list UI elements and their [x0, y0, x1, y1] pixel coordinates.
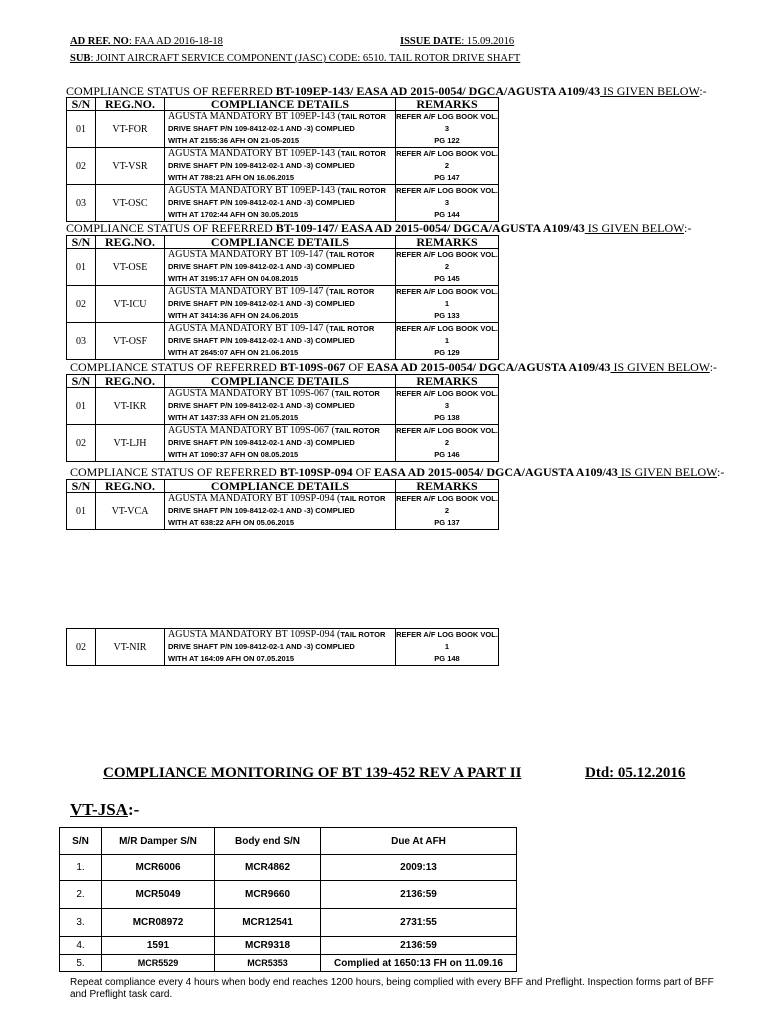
damper-cell: MCR5529 — [102, 955, 215, 972]
remarks-cell — [396, 111, 499, 148]
due-cell: 2136:59 — [321, 881, 517, 909]
intro-reference: BT-109SP-094 — [279, 465, 353, 479]
body-cell: MCR5353 — [215, 955, 321, 972]
col-reg: REG.NO. — [96, 236, 165, 249]
col-sn: S/N — [67, 480, 96, 493]
table-row — [67, 148, 499, 185]
details-cell — [165, 148, 396, 185]
compliance-table — [66, 374, 499, 462]
remarks-cell — [396, 286, 499, 323]
details-line: AGUSTA MANDATORY BT 109-147 ( — [168, 286, 330, 297]
remark-line: REFER A/F LOG BOOK VOL. 3 — [396, 112, 498, 133]
reg-cell: VT-OSF — [96, 323, 165, 360]
col-sn: S/N — [67, 98, 96, 111]
intro-given-below: IS GIVEN BELOW — [610, 360, 710, 374]
remarks-cell — [396, 425, 499, 462]
col-damper: M/R Damper S/N — [102, 828, 215, 855]
compliance-table — [66, 479, 499, 530]
body-cell: MCR12541 — [215, 909, 321, 937]
table-row — [67, 185, 499, 222]
sn-cell: 5. — [60, 955, 102, 972]
intro-reference: EASA AD 2015-0054/ DGCA/AGUSTA A109/43 — [374, 465, 618, 479]
details-cell — [165, 629, 396, 666]
table-row — [67, 249, 499, 286]
reg-cell: VT-VSR — [96, 148, 165, 185]
monitoring-date: Dtd: 05.12.2016 — [585, 765, 686, 781]
issue-date-label: ISSUE DATE — [400, 36, 462, 47]
details-line: DRIVE SHAFT P/N 109-8412-02-1 AND -3) COMPLIED — [168, 198, 355, 207]
table-row — [67, 111, 499, 148]
details-line: AGUSTA MANDATORY BT 109-147 ( — [168, 249, 330, 260]
details-line: TAIL ROTOR — [334, 426, 380, 435]
aircraft-heading — [70, 800, 139, 820]
details-line: DRIVE SHAFT P/N 109-8412-02-1 AND -3) COMPLIED — [168, 124, 355, 133]
details-line: WITH AT 3414:36 AFH ON 24.06.2015 — [168, 311, 299, 320]
table-row — [67, 323, 499, 360]
remark-line: PG 145 — [434, 274, 460, 283]
intro-text: COMPLIANCE STATUS OF REFERRED — [70, 360, 280, 374]
reg-cell: VT-OSC — [96, 185, 165, 222]
remark-line: REFER A/F LOG BOOK VOL. 3 — [396, 186, 498, 207]
details-cell — [165, 425, 396, 462]
intro-text: COMPLIANCE STATUS OF REFERRED — [66, 221, 276, 235]
compliance-table — [66, 97, 499, 222]
monitoring-title: COMPLIANCE MONITORING OF BT 139-452 REV A PART II — [103, 765, 522, 781]
details-line: TAIL ROTOR — [340, 630, 386, 639]
col-sn: S/N — [67, 375, 96, 388]
remarks-cell — [396, 249, 499, 286]
sn-cell: 02 — [67, 629, 96, 666]
remark-line: REFER A/F LOG BOOK VOL. 2 — [396, 494, 498, 515]
table-row — [67, 629, 499, 666]
col-remarks: REMARKS — [396, 236, 499, 249]
details-line: TAIL ROTOR — [329, 324, 375, 333]
sn-cell: 01 — [67, 493, 96, 530]
details-line: TAIL ROTOR — [329, 250, 375, 259]
section-intro — [66, 221, 691, 236]
intro-reference: BT-109S-067 — [279, 360, 346, 374]
sn-cell: 03 — [67, 323, 96, 360]
col-details: COMPLIANCE DETAILS — [165, 480, 396, 493]
intro-end: :- — [699, 84, 707, 98]
details-line: AGUSTA MANDATORY BT 109S-067 ( — [168, 388, 335, 399]
intro-end: :- — [717, 465, 725, 479]
details-line: TAIL ROTOR — [340, 149, 386, 158]
col-remarks: REMARKS — [396, 480, 499, 493]
damper-cell: 1591 — [102, 937, 215, 955]
table-row — [60, 937, 517, 955]
body-cell: MCR9660 — [215, 881, 321, 909]
compliance-table-continuation — [66, 628, 499, 666]
details-cell — [165, 185, 396, 222]
details-line: TAIL ROTOR — [340, 494, 386, 503]
intro-text: COMPLIANCE STATUS OF REFERRED — [66, 84, 276, 98]
details-line: DRIVE SHAFT P/N 109-8412-02-1 AND -3) COMPLIED — [168, 506, 355, 515]
remark-line: REFER A/F LOG BOOK VOL. 2 — [396, 426, 498, 447]
table-row — [60, 909, 517, 937]
due-cell: 2731:55 — [321, 909, 517, 937]
remarks-cell — [396, 493, 499, 530]
table-row — [67, 493, 499, 530]
sn-cell: 3. — [60, 909, 102, 937]
sn-cell: 4. — [60, 937, 102, 955]
reg-cell: VT-IKR — [96, 388, 165, 425]
details-line: TAIL ROTOR — [334, 389, 380, 398]
details-line: AGUSTA MANDATORY BT 109-147 ( — [168, 323, 330, 334]
col-reg: REG.NO. — [96, 375, 165, 388]
remarks-cell — [396, 323, 499, 360]
table-header-row — [67, 236, 499, 249]
intro-reference: BT-109-147/ EASA AD 2015-0054/ DGCA/AGUSTA A109/43 — [275, 221, 585, 235]
details-cell — [165, 286, 396, 323]
reg-cell: VT-FOR — [96, 111, 165, 148]
col-sn: S/N — [67, 236, 96, 249]
sn-cell: 01 — [67, 388, 96, 425]
details-cell — [165, 388, 396, 425]
aircraft-suffix: :- — [127, 800, 140, 819]
table-header-row — [67, 375, 499, 388]
sn-cell: 1. — [60, 855, 102, 881]
remark-line: PG 138 — [434, 413, 460, 422]
remark-line: PG 146 — [434, 450, 460, 459]
table-row — [67, 425, 499, 462]
details-line: AGUSTA MANDATORY BT 109S-067 ( — [168, 425, 335, 436]
col-reg: REG.NO. — [96, 98, 165, 111]
table-row — [60, 881, 517, 909]
details-line: TAIL ROTOR — [340, 112, 386, 121]
subject-line — [70, 53, 520, 64]
details-line: TAIL ROTOR — [329, 287, 375, 296]
details-cell — [165, 493, 396, 530]
ad-ref-line — [70, 36, 223, 47]
sn-cell: 02 — [67, 425, 96, 462]
section-intro — [70, 465, 724, 480]
remarks-cell — [396, 185, 499, 222]
intro-reference: BT-109EP-143/ EASA AD 2015-0054/ DGCA/AGUSTA A109/43 — [275, 84, 601, 98]
sn-cell: 01 — [67, 111, 96, 148]
remark-line: REFER A/F LOG BOOK VOL. 1 — [396, 630, 498, 651]
details-line: WITH AT 788:21 AFH ON 16.06.2015 — [168, 173, 295, 182]
details-line: AGUSTA MANDATORY BT 109EP-143 ( — [168, 185, 341, 196]
details-line: AGUSTA MANDATORY BT 109EP-143 ( — [168, 148, 341, 159]
remark-line: PG 129 — [434, 348, 460, 357]
section-intro — [70, 360, 717, 375]
table-row — [60, 955, 517, 972]
remark-line: PG 148 — [434, 654, 460, 663]
details-line: AGUSTA MANDATORY BT 109SP-094 ( — [168, 629, 341, 640]
remark-line: PG 133 — [434, 311, 460, 320]
col-details: COMPLIANCE DETAILS — [165, 236, 396, 249]
details-cell — [165, 249, 396, 286]
aircraft-registration: VT-JSA — [70, 800, 128, 819]
subject-value: : JOINT AIRCRAFT SERVICE COMPONENT (JASC) CODE: 6510. TAIL ROTOR DRIVE SHAFT — [90, 53, 521, 64]
remark-line: REFER A/F LOG BOOK VOL. 2 — [396, 149, 498, 170]
details-line: WITH AT 2155:36 AFH ON 21-05-2015 — [168, 136, 300, 145]
details-line: DRIVE SHAFT P/N 109-8412-02-1 AND -3) COMPLIED — [168, 161, 355, 170]
details-line: DRIVE SHAFT P/N 109-8412-02-1 AND -3) COMPLIED — [168, 299, 355, 308]
sn-cell: 02 — [67, 148, 96, 185]
ad-ref-label: AD REF. NO — [70, 36, 129, 47]
details-line: DRIVE SHAFT P/N 109-8412-02-1 AND -3) COMPLIED — [168, 401, 355, 410]
intro-text: COMPLIANCE STATUS OF REFERRED — [70, 465, 280, 479]
reg-cell: VT-VCA — [96, 493, 165, 530]
remark-line: REFER A/F LOG BOOK VOL. 2 — [396, 250, 498, 271]
intro-given-below: IS GIVEN BELOW — [600, 84, 700, 98]
due-cell: Complied at 1650:13 FH on 11.09.16 — [321, 955, 517, 972]
col-remarks: REMARKS — [396, 98, 499, 111]
details-line: DRIVE SHAFT P/N 109-8412-02-1 AND -3) COMPLIED — [168, 642, 355, 651]
intro-text: OF — [345, 360, 367, 374]
details-line: WITH AT 3195:17 AFH ON 04.08.2015 — [168, 274, 299, 283]
col-sn: S/N — [60, 828, 102, 855]
intro-given-below: IS GIVEN BELOW — [584, 221, 685, 235]
due-cell: 2136:59 — [321, 937, 517, 955]
intro-end: :- — [684, 221, 692, 235]
remark-line: PG 122 — [434, 136, 460, 145]
details-line: AGUSTA MANDATORY BT 109SP-094 ( — [168, 493, 341, 504]
remarks-cell — [396, 148, 499, 185]
sn-cell: 01 — [67, 249, 96, 286]
table-header-row — [67, 480, 499, 493]
monitoring-table — [59, 827, 517, 972]
table-row — [60, 855, 517, 881]
table-header-row — [67, 98, 499, 111]
intro-given-below: IS GIVEN BELOW — [617, 465, 718, 479]
col-reg: REG.NO. — [96, 480, 165, 493]
damper-cell: MCR08972 — [102, 909, 215, 937]
reg-cell: VT-LJH — [96, 425, 165, 462]
reg-cell: VT-ICU — [96, 286, 165, 323]
sn-cell: 03 — [67, 185, 96, 222]
table-row — [67, 388, 499, 425]
details-line: WITH AT 1090:37 AFH ON 08.05.2015 — [168, 450, 299, 459]
intro-end: :- — [709, 360, 718, 374]
details-line: TAIL ROTOR — [340, 186, 386, 195]
remark-line: REFER A/F LOG BOOK VOL. 1 — [396, 287, 498, 308]
details-cell — [165, 111, 396, 148]
due-cell: 2009:13 — [321, 855, 517, 881]
details-line: WITH AT 1702:44 AFH ON 30.05.2015 — [168, 210, 299, 219]
col-details: COMPLIANCE DETAILS — [165, 375, 396, 388]
damper-cell: MCR6006 — [102, 855, 215, 881]
reg-cell: VT-OSE — [96, 249, 165, 286]
details-line: DRIVE SHAFT P/N 109-8412-02-1 AND -3) COMPLIED — [168, 438, 355, 447]
col-body-end: Body end S/N — [215, 828, 321, 855]
details-line: WITH AT 2645:07 AFH ON 21.06.2015 — [168, 348, 299, 357]
details-cell — [165, 323, 396, 360]
remark-line: PG 144 — [434, 210, 460, 219]
remark-line: REFER A/F LOG BOOK VOL. 1 — [396, 324, 498, 345]
intro-reference: EASA AD 2015-0054/ DGCA/AGUSTA A109/43 — [366, 360, 611, 374]
subject-label: SUB — [70, 53, 91, 64]
issue-date-line — [400, 36, 514, 47]
details-line: WITH AT 1437:33 AFH ON 21.05.2015 — [168, 413, 299, 422]
details-line: WITH AT 164:09 AFH ON 07.05.2015 — [168, 654, 295, 663]
details-line: DRIVE SHAFT P/N 109-8412-02-1 AND -3) COMPLIED — [168, 336, 355, 345]
table-row — [67, 286, 499, 323]
col-due: Due At AFH — [321, 828, 517, 855]
details-line: DRIVE SHAFT P/N 109-8412-02-1 AND -3) COMPLIED — [168, 262, 355, 271]
remark-line: PG 147 — [434, 173, 460, 182]
col-remarks: REMARKS — [396, 375, 499, 388]
details-line: WITH AT 638:22 AFH ON 05.06.2015 — [168, 518, 295, 527]
issue-date-value: : 15.09.2016 — [461, 36, 515, 47]
col-details: COMPLIANCE DETAILS — [165, 98, 396, 111]
table-header-row — [60, 828, 517, 855]
ad-ref-value: : FAA AD 2016-18-18 — [128, 36, 223, 47]
reg-cell: VT-NIR — [96, 629, 165, 666]
remarks-cell — [396, 629, 499, 666]
intro-text: OF — [352, 465, 374, 479]
sn-cell: 2. — [60, 881, 102, 909]
sn-cell: 02 — [67, 286, 96, 323]
compliance-table — [66, 235, 499, 360]
damper-cell: MCR5049 — [102, 881, 215, 909]
remark-line: REFER A/F LOG BOOK VOL. 3 — [396, 389, 498, 410]
details-line: AGUSTA MANDATORY BT 109EP-143 ( — [168, 111, 341, 122]
repeat-compliance-note: Repeat compliance every 4 hours when body end reaches 1200 hours, being complied with every BFF and Preflight. Inspection forms part of BFF and Preflight task card. — [70, 977, 714, 1000]
remarks-cell — [396, 388, 499, 425]
remark-line: PG 137 — [434, 518, 460, 527]
body-cell: MCR4862 — [215, 855, 321, 881]
body-cell: MCR9318 — [215, 937, 321, 955]
